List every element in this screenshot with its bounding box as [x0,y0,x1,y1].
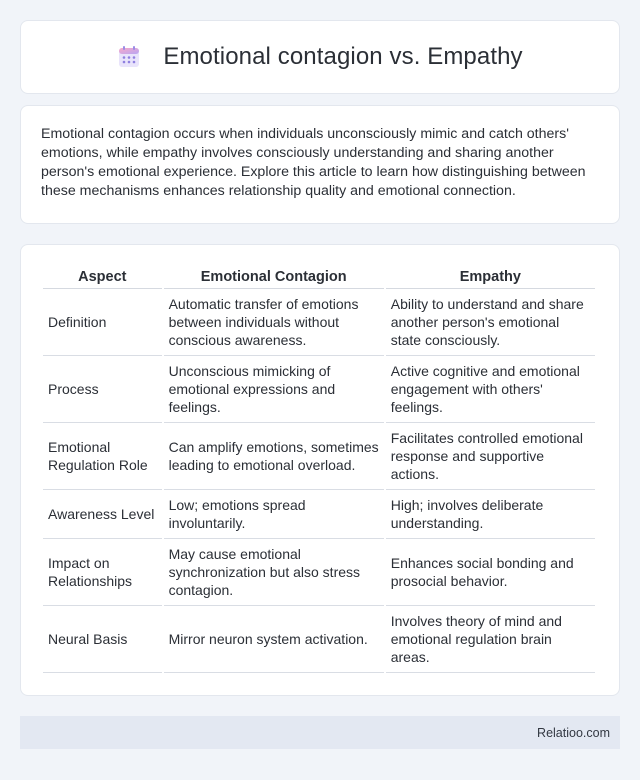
row-contagion: Can amplify emotions, sometimes leading to emotional overload. [164,423,384,490]
calendar-icon [117,45,141,69]
row-aspect: Process [43,356,162,423]
row-aspect: Neural Basis [43,606,162,673]
row-contagion: May cause emotional synchronization but also stress contagion. [164,539,384,606]
footer-brand: Relatioo.com [537,725,610,740]
table-header-row [43,265,595,289]
intro-card [20,105,620,224]
table-row [43,606,595,673]
row-empathy: Enhances social bonding and prosocial behavior. [386,539,595,606]
row-empathy: Involves theory of mind and emotional regulation brain areas. [386,606,595,673]
table-row [43,539,595,606]
row-aspect: Awareness Level [43,490,162,539]
page-title: Emotional contagion vs. Empathy [163,43,523,70]
row-contagion: Automatic transfer of emotions between individuals without conscious awareness. [164,289,384,356]
row-aspect: Definition [43,289,162,356]
comparison-table [41,265,597,673]
title-card [20,20,620,94]
footer [20,716,620,749]
table-row [43,490,595,539]
table-row [43,289,595,356]
row-aspect: Emotional Regulation Role [43,423,162,490]
row-contagion: Unconscious mimicking of emotional expressions and feelings. [164,356,384,423]
row-empathy: Active cognitive and emotional engagement with others' feelings. [386,356,595,423]
header-aspect: Aspect [43,265,162,289]
table-row [43,356,595,423]
row-aspect: Impact on Relationships [43,539,162,606]
intro-text: Emotional contagion occurs when individuals unconsciously mimic and catch others' emotions, while empathy involves consciously understanding and sharing another person's emotional experience. Explore this article to learn how distinguishing between these mechanisms enhances relationship quality and emotional connection. [41,126,586,199]
header-emotional-contagion: Emotional Contagion [164,265,384,289]
row-empathy: Ability to understand and share another person's emotional state consciously. [386,289,595,356]
table-row [43,423,595,490]
header-empathy: Empathy [386,265,595,289]
row-contagion: Low; emotions spread involuntarily. [164,490,384,539]
comparison-table-card [20,244,620,696]
row-empathy: High; involves deliberate understanding. [386,490,595,539]
row-empathy: Facilitates controlled emotional response and supportive actions. [386,423,595,490]
row-contagion: Mirror neuron system activation. [164,606,384,673]
